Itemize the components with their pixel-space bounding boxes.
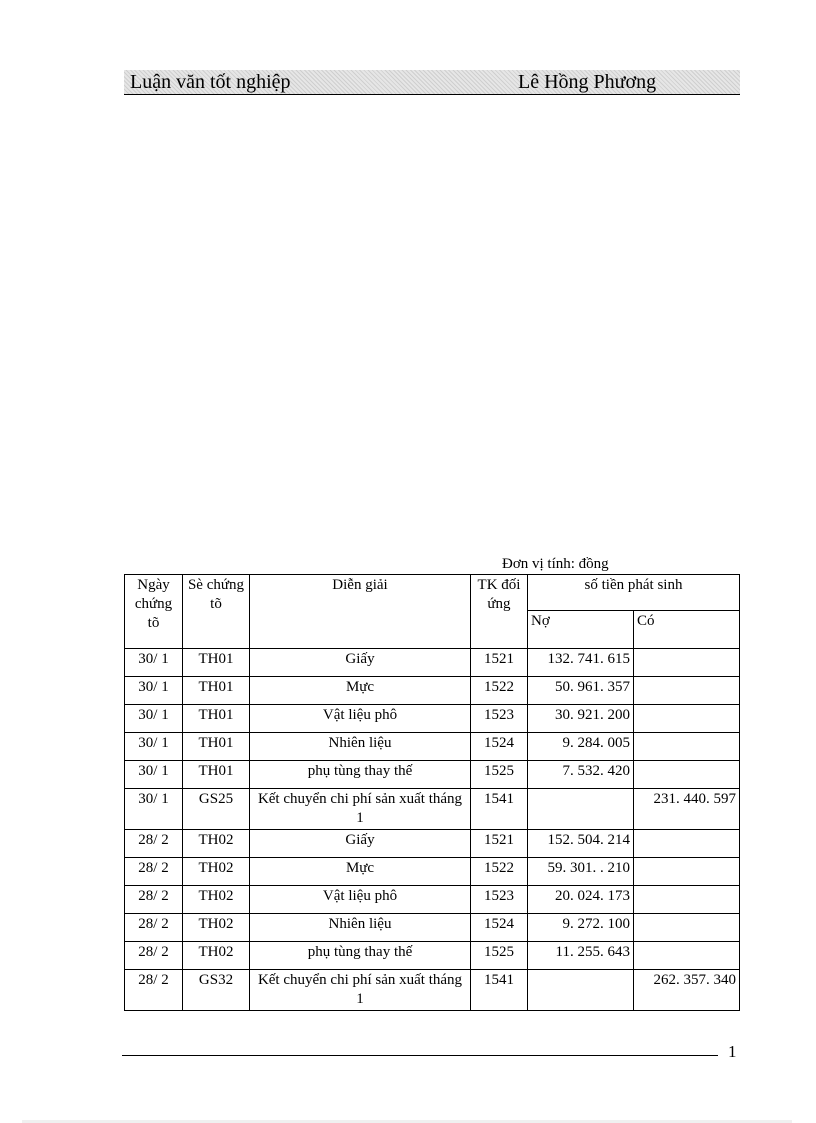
table-row	[125, 914, 740, 942]
cell-credit	[634, 914, 740, 942]
cell-description: Vật liệu phô	[250, 705, 471, 733]
cell-credit	[634, 649, 740, 677]
cell-debit: 30. 921. 200	[528, 705, 634, 733]
cell-description: Mực	[250, 677, 471, 705]
cell-date: 30/ 1	[125, 677, 183, 705]
cell-account: 1524	[471, 914, 528, 942]
cell-voucher: TH01	[183, 733, 250, 761]
cell-account: 1525	[471, 761, 528, 789]
cell-account: 1525	[471, 942, 528, 970]
cell-description: Giấy	[250, 830, 471, 858]
col-header-account: TK đối ứng	[471, 575, 528, 649]
cell-voucher: TH01	[183, 677, 250, 705]
cell-account: 1541	[471, 789, 528, 830]
col-header-debit: Nợ	[528, 611, 634, 649]
cell-debit: 152. 504. 214	[528, 830, 634, 858]
cell-debit: 132. 741. 615	[528, 649, 634, 677]
cell-voucher: TH02	[183, 942, 250, 970]
header-thesis-title: Luận văn tốt nghiệp	[130, 71, 291, 93]
cell-voucher: TH02	[183, 886, 250, 914]
cell-date: 28/ 2	[125, 858, 183, 886]
col-header-voucher: Sè chứng tõ	[183, 575, 250, 649]
cell-credit	[634, 733, 740, 761]
table-row	[125, 677, 740, 705]
cell-voucher: TH01	[183, 761, 250, 789]
cell-voucher: TH01	[183, 705, 250, 733]
table-row	[125, 858, 740, 886]
cell-voucher: TH02	[183, 858, 250, 886]
col-header-amount: số tiền phát sinh	[528, 575, 740, 611]
cell-debit: 50. 961. 357	[528, 677, 634, 705]
cell-credit	[634, 705, 740, 733]
cell-debit: 9. 272. 100	[528, 914, 634, 942]
cell-voucher: GS32	[183, 970, 250, 1011]
cell-date: 28/ 2	[125, 914, 183, 942]
cell-credit	[634, 677, 740, 705]
unit-note: Đơn vị tính: đồng	[502, 556, 609, 572]
col-header-date: Ngày chứng tõ	[125, 575, 183, 649]
cell-account: 1523	[471, 705, 528, 733]
table-row	[125, 761, 740, 789]
cell-description: Nhiên liệu	[250, 914, 471, 942]
cell-account: 1522	[471, 677, 528, 705]
cell-credit: 231. 440. 597	[634, 789, 740, 830]
cell-credit: 262. 357. 340	[634, 970, 740, 1011]
header-author-name: Lê Hồng Phương	[518, 71, 657, 93]
col-header-credit: Có	[634, 611, 740, 649]
table-row	[125, 733, 740, 761]
cell-description: Nhiên liệu	[250, 733, 471, 761]
cell-debit	[528, 970, 634, 1011]
table-row	[125, 970, 740, 1011]
footer-rule	[122, 1055, 718, 1056]
cell-date: 30/ 1	[125, 733, 183, 761]
cell-date: 28/ 2	[125, 942, 183, 970]
cell-debit: 20. 024. 173	[528, 886, 634, 914]
page-number: 1	[728, 1042, 737, 1061]
cell-account: 1521	[471, 830, 528, 858]
cell-credit	[634, 886, 740, 914]
cell-description: Kết chuyển chi phí sản xuất tháng 1	[250, 789, 471, 830]
cell-voucher: TH02	[183, 914, 250, 942]
ledger-table	[124, 574, 740, 1011]
cell-description: Mực	[250, 858, 471, 886]
cell-description: Vật liệu phô	[250, 886, 471, 914]
cell-account: 1524	[471, 733, 528, 761]
cell-date: 30/ 1	[125, 761, 183, 789]
cell-debit: 7. 532. 420	[528, 761, 634, 789]
cell-account: 1522	[471, 858, 528, 886]
table-row	[125, 649, 740, 677]
cell-debit: 59. 301. . 210	[528, 858, 634, 886]
cell-debit	[528, 789, 634, 830]
cell-account: 1521	[471, 649, 528, 677]
cell-date: 30/ 1	[125, 789, 183, 830]
cell-debit: 9. 284. 005	[528, 733, 634, 761]
cell-voucher: GS25	[183, 789, 250, 830]
cell-voucher: TH02	[183, 830, 250, 858]
table-header-row	[125, 575, 740, 611]
cell-credit	[634, 761, 740, 789]
cell-credit	[634, 830, 740, 858]
cell-date: 28/ 2	[125, 830, 183, 858]
cell-date: 28/ 2	[125, 970, 183, 1011]
cell-description: Kết chuyển chi phí sản xuất tháng 1	[250, 970, 471, 1011]
cell-description: phụ tùng thay thế	[250, 942, 471, 970]
cell-date: 30/ 1	[125, 705, 183, 733]
cell-date: 28/ 2	[125, 886, 183, 914]
running-header	[124, 70, 740, 95]
cell-account: 1523	[471, 886, 528, 914]
cell-date: 30/ 1	[125, 649, 183, 677]
col-header-description: Diễn giải	[250, 575, 471, 649]
table-row	[125, 942, 740, 970]
cell-account: 1541	[471, 970, 528, 1011]
cell-description: phụ tùng thay thế	[250, 761, 471, 789]
cell-voucher: TH01	[183, 649, 250, 677]
table-row	[125, 705, 740, 733]
cell-credit	[634, 858, 740, 886]
table-row	[125, 789, 740, 830]
cell-description: Giấy	[250, 649, 471, 677]
table-row	[125, 886, 740, 914]
cell-debit: 11. 255. 643	[528, 942, 634, 970]
cell-credit	[634, 942, 740, 970]
table-row	[125, 830, 740, 858]
